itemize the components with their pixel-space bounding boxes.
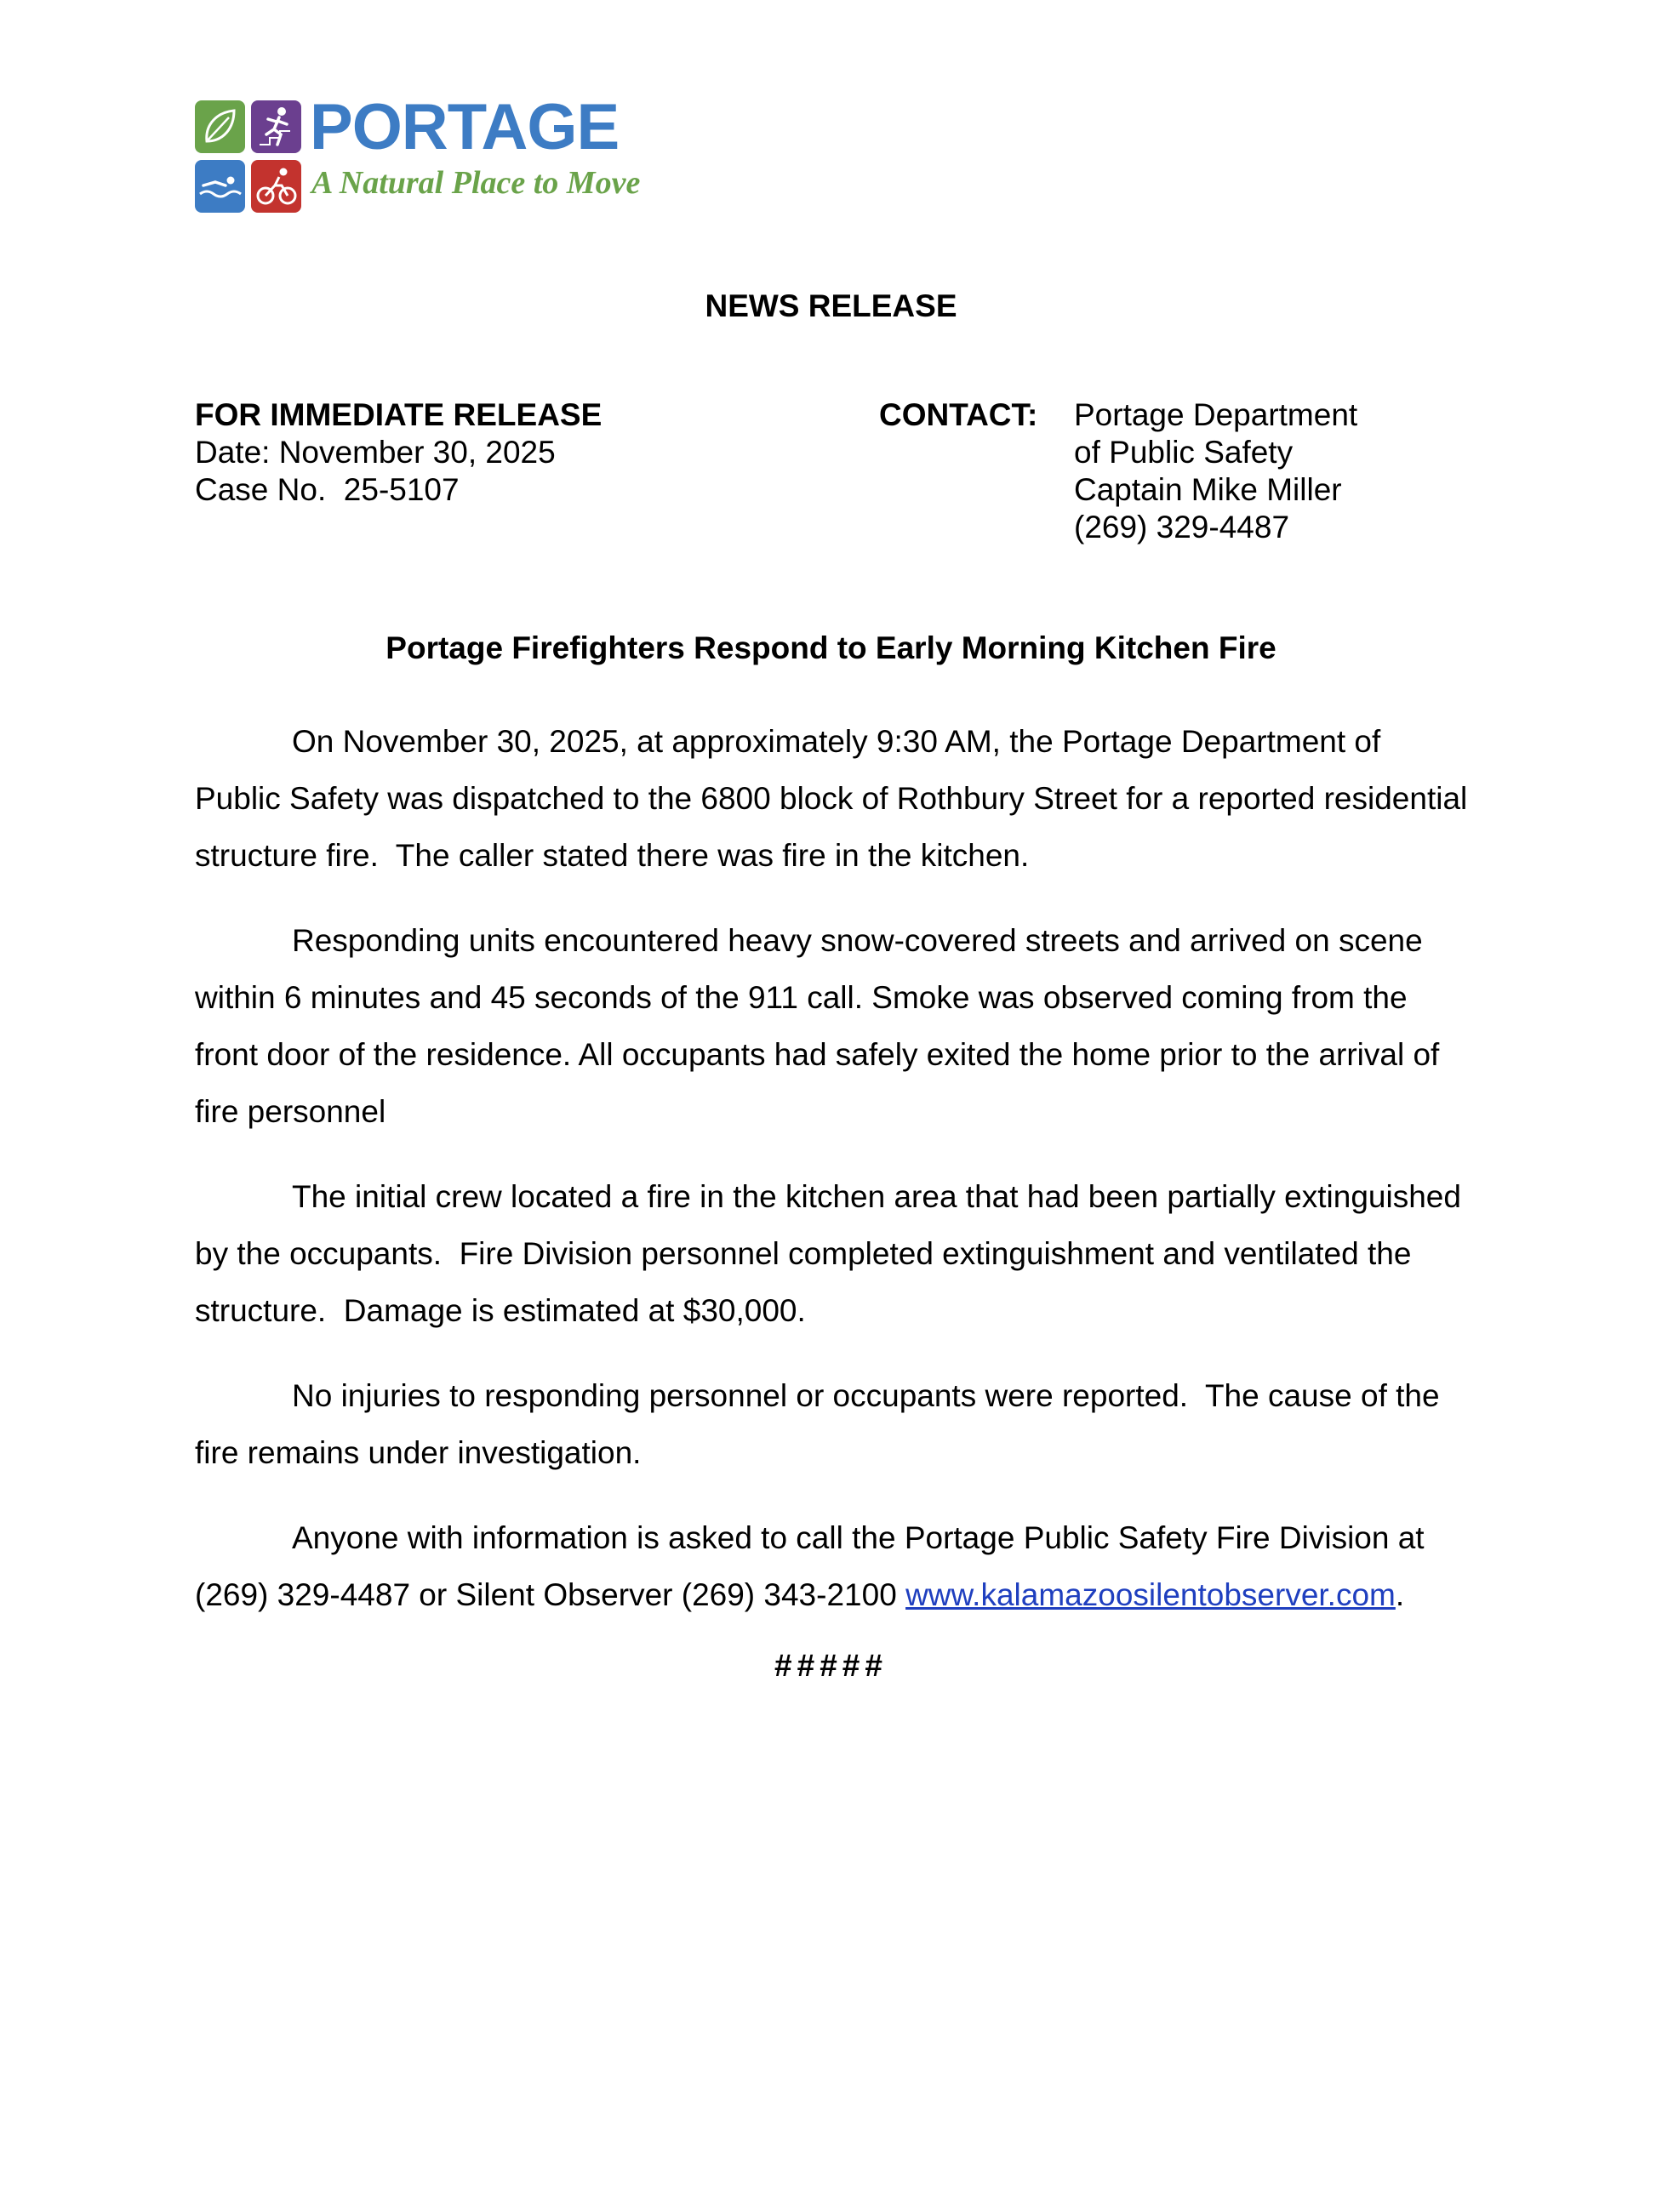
- news-release-title: NEWS RELEASE: [705, 288, 957, 323]
- contact-label: CONTACT:: [879, 397, 1038, 432]
- contact-line-1: Portage Department: [1074, 397, 1358, 432]
- paragraph-3: The initial crew located a fire in the kitchen area that had been partially extinguished by the occupants. Fire Division personnel completed extinguishment and ventilated the structure. Damage is estimated at $30,000.: [195, 1179, 1471, 1328]
- paragraph-5-end: .: [1395, 1577, 1405, 1612]
- logo-tagline: A Natural Place to Move: [311, 165, 641, 201]
- logo-wordmark: PORTAGE: [310, 91, 620, 163]
- swimmer-icon: [195, 160, 245, 213]
- end-marks: #####: [774, 1648, 888, 1683]
- release-info: [195, 396, 602, 509]
- paragraph-4: No injuries to responding personnel or occupants were reported. The cause of the fire remains under investigation.: [195, 1378, 1448, 1470]
- logo-tiles: [195, 100, 302, 214]
- paragraph-1: On November 30, 2025, at approximately 9:30 AM, the Portage Department of Public Safety was dispatched to the 6800 block of Rothbury Street for a reported residential structure fire. The caller stated there was fire in the kitchen.: [195, 724, 1476, 873]
- contact-line-2: of Public Safety: [1074, 435, 1294, 470]
- release-label: FOR IMMEDIATE RELEASE: [195, 397, 603, 432]
- case-number: Case No. 25-5107: [195, 472, 460, 507]
- paragraph-2: Responding units encountered heavy snow-covered streets and arrived on scene within 6 minutes and 45 seconds of the 911 call. Smoke was observed coming from the front door of the residence. All occupants had safely exited the home prior to the arrival of fire personnel: [195, 923, 1440, 1129]
- paragraph-5: [195, 1509, 1471, 1623]
- contact-phone: (269) 329-4487: [1074, 510, 1290, 544]
- leaf-icon: [195, 100, 245, 153]
- cyclist-icon: [251, 160, 301, 213]
- release-date: Date: November 30, 2025: [195, 435, 556, 470]
- contact-info: [1074, 396, 1357, 546]
- portage-logo: [195, 91, 654, 215]
- silent-observer-link[interactable]: www.kalamazoosilentobserver.com: [905, 1577, 1396, 1612]
- paragraph-5-text: Anyone with information is asked to call the Portage Public Safety Fire Division at (269) 329-4487 or Silent Observer (269) 343-2100: [195, 1520, 1425, 1612]
- body-text: [195, 713, 1476, 1651]
- headline: Portage Firefighters Respond to Early Morning Kitchen Fire: [386, 630, 1276, 665]
- contact-line-3: Captain Mike Miller: [1074, 472, 1342, 507]
- runner-icon: [251, 100, 301, 153]
